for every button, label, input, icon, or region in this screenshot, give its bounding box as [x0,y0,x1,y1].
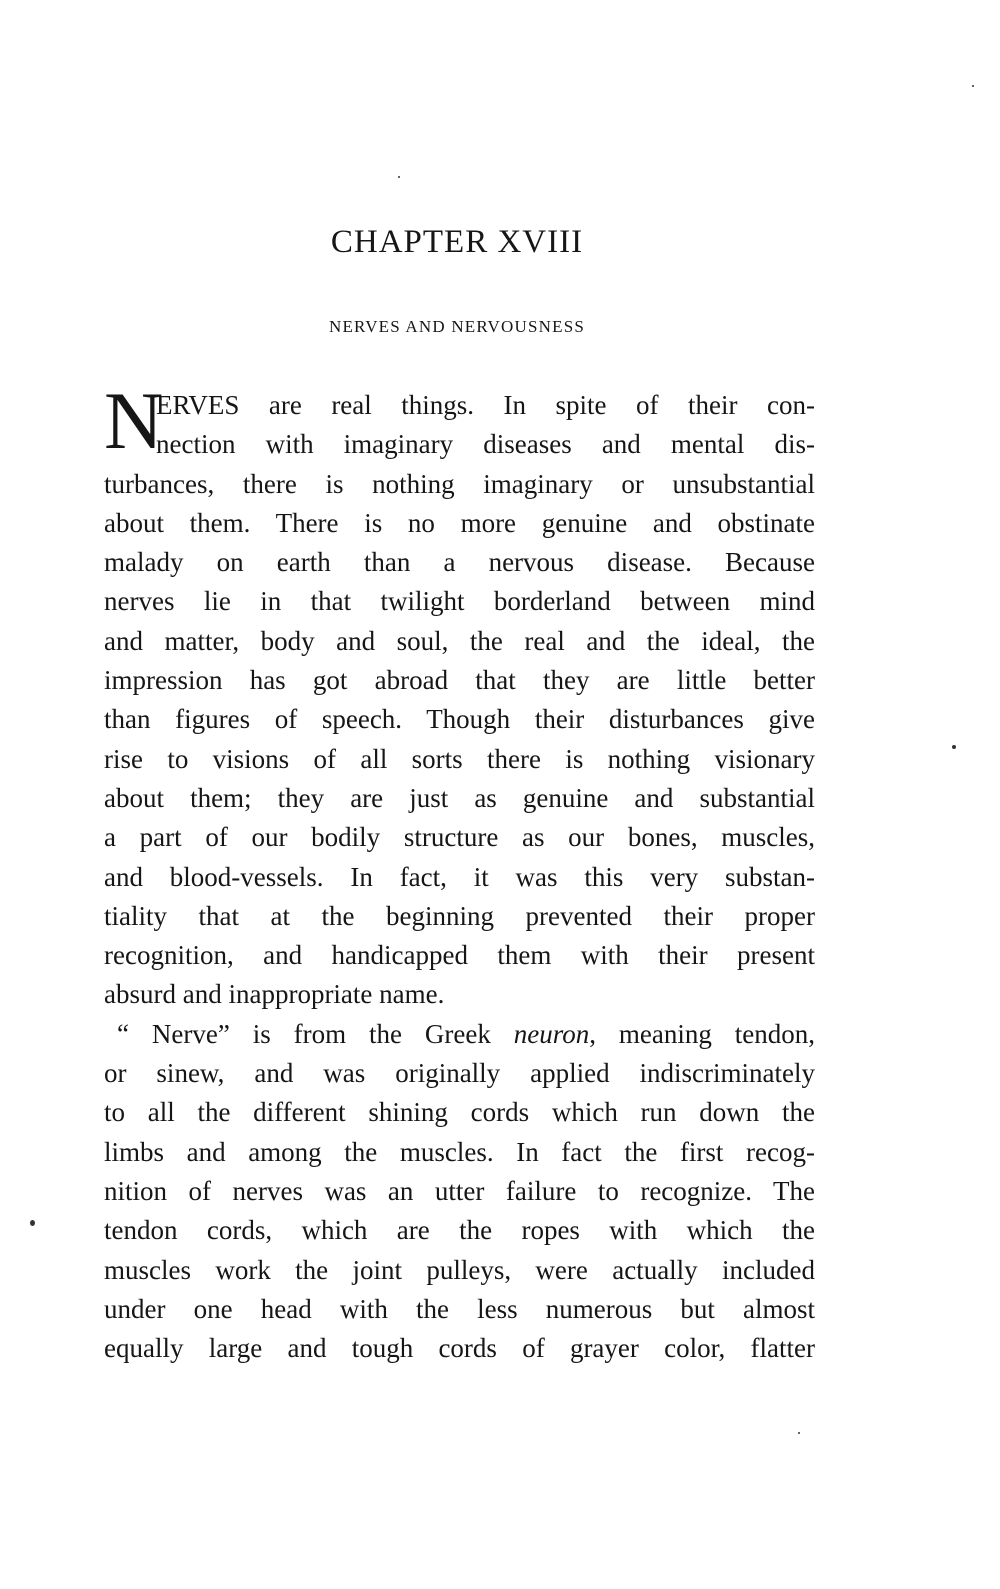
paragraph-line: ERVES are real things. In spite of their con- [156,390,815,420]
paragraph-line: nection with imaginary diseases and mental dis- [156,429,815,460]
paragraph-line: and blood-vessels. In fact, it was this very substan- [104,861,815,892]
paragraph-line: a part of our bodily structure as our bones, muscles, [104,822,815,853]
paragraph-line: impression has got abroad that they are little better [104,665,815,696]
paragraph-line: and matter, body and soul, the real and the ideal, the [104,625,815,656]
paragraph-line: rise to visions of all sorts there is nothing visionary [104,743,815,774]
italic-word: neuron [513,1018,590,1049]
drop-cap-letter: N [104,375,164,466]
body-text [104,386,815,1368]
scan-speck [972,85,974,87]
paragraph-line: tiality that at the beginning prevented their proper [104,900,815,931]
paragraph-line: recognition, and handicapped them with their present [104,940,815,971]
paragraph-line [104,1015,815,1054]
paragraph-line: muscles work the joint pulleys, were actually included [104,1254,815,1285]
scan-speck [398,176,400,178]
chapter-subtitle: NERVES AND NERVOUSNESS [328,317,586,336]
paragraph-line: nition of nerves was an utter failure to recognize. The [104,1175,815,1206]
paragraph-line: malady on earth than a nervous disease. Because [104,547,815,578]
paragraph-line: turbances, there is nothing imaginary or unsubstantial [104,468,815,499]
chapter-title: CHAPTER XVIII [330,224,584,260]
line-text: , meaning tendon, [589,1018,815,1049]
line-text: “ Nerve” is from the Greek [117,1018,514,1049]
paragraph-line: about them. There is no more genuine and obstinate [104,507,815,538]
paragraph-line: equally large and tough cords of grayer color, flatter [104,1333,815,1364]
paragraph-line: or sinew, and was originally applied indiscriminately [104,1058,815,1089]
scan-speck [798,1432,800,1434]
paragraph-line: nerves lie in that twilight borderland between mind [104,586,815,617]
paragraph-line: tendon cords, which are the ropes with which the [104,1215,815,1246]
scan-speck [30,1220,35,1226]
scan-speck [952,745,956,749]
paragraph-line: to all the different shining cords which run down the [104,1097,815,1128]
paragraph-line: than figures of speech. Though their disturbances give [104,704,815,735]
paragraph-line: about them; they are just as genuine and substantial [104,782,815,813]
paragraph-line: absurd and inappropriate name. [104,979,445,1010]
paragraph-line: under one head with the less numerous but almost [104,1293,815,1324]
paragraph-line: limbs and among the muscles. In fact the first recog- [104,1136,815,1167]
